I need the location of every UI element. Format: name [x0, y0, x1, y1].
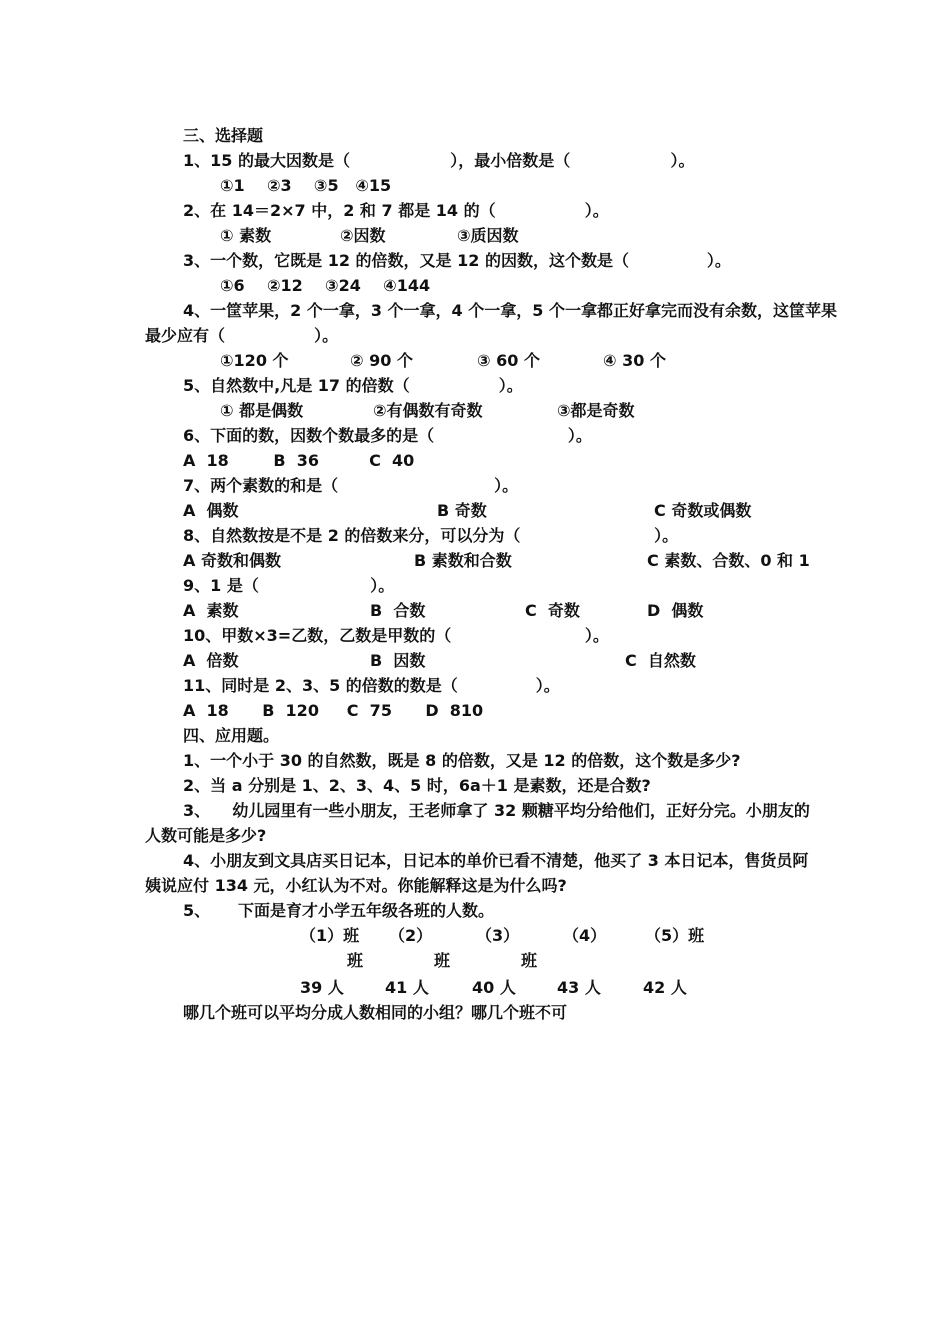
q2-option-3: ③质因数 [457, 226, 519, 245]
table-header-class2: （2） [389, 926, 433, 945]
q10-option-b: B 因数 [370, 651, 426, 670]
q8-option-b: B 素数和合数 [414, 551, 512, 570]
q2-option-2: ②因数 [340, 226, 386, 245]
q4-stem-line1: 4、一筐苹果，2 个一拿，3 个一拿，4 个一拿，5 个一拿都正好拿完而没有余数，这筐苹果 [183, 301, 837, 320]
q9-option-c: C 奇数 [525, 601, 580, 620]
q6-stem: 6、下面的数，因数个数最多的是（ ）。 [183, 426, 592, 445]
q4-stem-line2: 最少应有（ ）。 [145, 326, 339, 345]
q3-options: ①6 ②12 ③24 ④144 [220, 276, 431, 295]
q5-option-2: ②有偶数有奇数 [373, 401, 483, 420]
q8-stem: 8、自然数按是不是 2 的倍数来分，可以分为（ ）。 [183, 526, 679, 545]
problem-2: 2、当 a 分别是 1、2、3、4、5 时，6a＋1 是素数，还是合数? [183, 776, 651, 795]
q4-option-1: ①120 个 [220, 351, 289, 370]
table-header-class1: （1）班 [300, 926, 360, 945]
q7-stem: 7、两个素数的和是（ ）。 [183, 476, 519, 495]
q9-option-d: D 偶数 [647, 601, 704, 620]
problem-3-line1: 3、 幼儿园里有一些小朋友，王老师拿了 32 颗糖平均分给他们，正好分完。小朋友的 [183, 801, 810, 820]
q7-option-c: C 奇数或偶数 [654, 501, 752, 520]
section3-heading: 三、选择题 [183, 126, 264, 145]
section4-heading: 四、应用题。 [183, 726, 280, 745]
q1-stem: 1、15 的最大因数是（ ），最小倍数是（ ）。 [183, 151, 695, 170]
q2-option-1: ① 素数 [220, 226, 272, 245]
table-header-class5: （5）班 [645, 926, 705, 945]
q7-option-a: A 偶数 [183, 501, 239, 520]
q5-option-1: ① 都是偶数 [220, 401, 304, 420]
q8-option-a: A 奇数和偶数 [183, 551, 281, 570]
q11-options: A 18 B 120 C 75 D 810 [183, 701, 484, 720]
q6-options: A 18 B 36 C 40 [183, 451, 415, 470]
q10-option-a: A 倍数 [183, 651, 239, 670]
table-header-class3-wrap: 班 [434, 951, 451, 970]
q9-option-b: B 合数 [370, 601, 426, 620]
table-value-class5: 42 人 [643, 978, 687, 997]
q2-stem: 2、在 14＝2×7 中，2 和 7 都是 14 的（ ）。 [183, 201, 609, 220]
table-header-class4-wrap: 班 [521, 951, 538, 970]
q11-stem: 11、同时是 2、3、5 的倍数的数是（ ）。 [183, 676, 560, 695]
q1-options: ①1 ②3 ③5 ④15 [220, 176, 392, 195]
q9-stem: 9、1 是（ ）。 [183, 576, 395, 595]
problem-3-line2: 人数可能是多少? [145, 826, 267, 845]
problem-4-line2: 姨说应付 134 元，小红认为不对。你能解释这是为什么吗? [145, 876, 567, 895]
q5-option-3: ③都是奇数 [557, 401, 635, 420]
table-header-class2-wrap: 班 [347, 951, 364, 970]
q5-stem: 5、自然数中,凡是 17 的倍数（ ）。 [183, 376, 523, 395]
q10-stem: 10、甲数×3=乙数，乙数是甲数的（ ）。 [183, 626, 609, 645]
table-header-class4: （4） [563, 926, 607, 945]
table-value-class3: 40 人 [472, 978, 516, 997]
q8-option-c: C 素数、合数、0 和 1 [647, 551, 810, 570]
q4-option-2: ② 90 个 [350, 351, 413, 370]
problem-1: 1、一个小于 30 的自然数，既是 8 的倍数，又是 12 的倍数，这个数是多少? [183, 751, 741, 770]
q10-option-c: C 自然数 [625, 651, 696, 670]
q9-option-a: A 素数 [183, 601, 239, 620]
table-value-class4: 43 人 [557, 978, 601, 997]
problem-5: 5、 下面是育才小学五年级各班的人数。 [183, 901, 494, 920]
problem-5-question: 哪几个班可以平均分成人数相同的小组？哪几个班不可 [183, 1003, 568, 1022]
problem-4-line1: 4、小朋友到文具店买日记本，日记本的单价已看不清楚，他买了 3 本日记本，售货员阿 [183, 851, 809, 870]
q4-option-3: ③ 60 个 [477, 351, 540, 370]
q4-option-4: ④ 30 个 [603, 351, 666, 370]
q3-stem: 3、一个数，它既是 12 的倍数，又是 12 的因数，这个数是（ ）。 [183, 251, 731, 270]
table-value-class1: 39 人 [300, 978, 344, 997]
q7-option-b: B 奇数 [437, 501, 487, 520]
table-value-class2: 41 人 [385, 978, 429, 997]
table-header-class3: （3） [476, 926, 520, 945]
